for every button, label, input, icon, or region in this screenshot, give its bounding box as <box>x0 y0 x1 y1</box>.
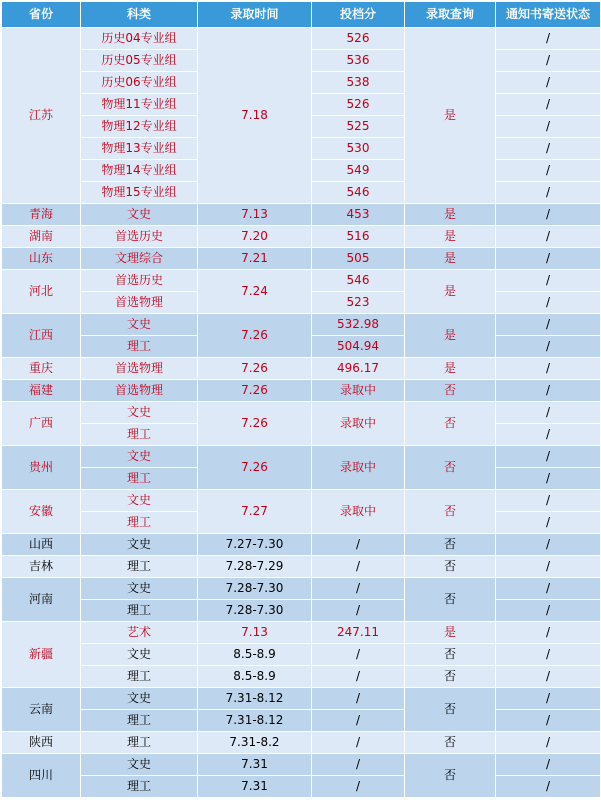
time-cell: 7.28-7.30 <box>198 578 312 600</box>
score-cell: 505 <box>312 248 405 270</box>
notice-status-cell: / <box>496 138 601 160</box>
notice-status-cell: / <box>496 94 601 116</box>
subject-cell: 文史 <box>81 534 198 556</box>
notice-status-cell: / <box>496 402 601 424</box>
notice-status-cell: / <box>496 204 601 226</box>
table-row <box>2 556 601 578</box>
table-row <box>2 666 601 688</box>
notice-status-cell: / <box>496 754 601 776</box>
query-cell: 是 <box>405 204 496 226</box>
header-notice-status: 通知书寄送状态 <box>496 2 601 28</box>
notice-status-cell: / <box>496 270 601 292</box>
notice-status-cell: / <box>496 776 601 798</box>
subject-cell: 文史 <box>81 754 198 776</box>
notice-status-cell: / <box>496 732 601 754</box>
province-cell: 贵州 <box>2 446 81 490</box>
header-admission-time: 录取时间 <box>198 2 312 28</box>
notice-status-cell: / <box>496 468 601 490</box>
table-row <box>2 204 601 226</box>
score-cell: / <box>312 644 405 666</box>
notice-status-cell: / <box>496 226 601 248</box>
province-cell: 山西 <box>2 534 81 556</box>
table-row <box>2 710 601 732</box>
subject-cell: 文史 <box>81 446 198 468</box>
province-cell: 云南 <box>2 688 81 732</box>
query-cell: 否 <box>405 556 496 578</box>
subject-cell: 物理15专业组 <box>81 182 198 204</box>
score-cell: / <box>312 534 405 556</box>
time-cell: 7.31-8.12 <box>198 710 312 732</box>
subject-cell: 理工 <box>81 776 198 798</box>
notice-status-cell: / <box>496 28 601 50</box>
notice-status-cell: / <box>496 116 601 138</box>
score-cell: 516 <box>312 226 405 248</box>
notice-status-cell: / <box>496 578 601 600</box>
subject-cell: 理工 <box>81 556 198 578</box>
table-row <box>2 688 601 710</box>
score-cell: 549 <box>312 160 405 182</box>
province-cell: 河北 <box>2 270 81 314</box>
subject-cell: 文史 <box>81 314 198 336</box>
score-cell: / <box>312 710 405 732</box>
subject-cell: 理工 <box>81 732 198 754</box>
province-cell: 安徽 <box>2 490 81 534</box>
header-query: 录取查询 <box>405 2 496 28</box>
time-cell: 7.13 <box>198 622 312 644</box>
score-cell: 496.17 <box>312 358 405 380</box>
query-cell: 否 <box>405 754 496 798</box>
subject-cell: 历史06专业组 <box>81 72 198 94</box>
time-cell: 7.26 <box>198 402 312 446</box>
query-cell: 否 <box>405 534 496 556</box>
query-cell: 否 <box>405 490 496 534</box>
table-row <box>2 380 601 402</box>
subject-cell: 物理11专业组 <box>81 94 198 116</box>
time-cell: 7.26 <box>198 380 312 402</box>
province-cell: 福建 <box>2 380 81 402</box>
time-cell: 7.26 <box>198 314 312 358</box>
table-row <box>2 446 601 468</box>
table-row <box>2 732 601 754</box>
query-cell: 否 <box>405 402 496 446</box>
score-cell: / <box>312 556 405 578</box>
notice-status-cell: / <box>496 446 601 468</box>
notice-status-cell: / <box>496 314 601 336</box>
notice-status-cell: / <box>496 600 601 622</box>
query-cell: 否 <box>405 578 496 622</box>
score-cell: 536 <box>312 50 405 72</box>
province-cell: 陕西 <box>2 732 81 754</box>
subject-cell: 历史04专业组 <box>81 28 198 50</box>
subject-cell: 文史 <box>81 644 198 666</box>
notice-status-cell: / <box>496 248 601 270</box>
subject-cell: 艺术 <box>81 622 198 644</box>
notice-status-cell: / <box>496 666 601 688</box>
score-cell: 546 <box>312 182 405 204</box>
query-cell: 否 <box>405 732 496 754</box>
score-cell: / <box>312 732 405 754</box>
subject-cell: 物理13专业组 <box>81 138 198 160</box>
query-cell: 是 <box>405 270 496 314</box>
subject-cell: 理工 <box>81 600 198 622</box>
score-cell: 526 <box>312 94 405 116</box>
subject-cell: 首选物理 <box>81 292 198 314</box>
query-cell: 是 <box>405 358 496 380</box>
score-cell: / <box>312 754 405 776</box>
score-cell: 525 <box>312 116 405 138</box>
notice-status-cell: / <box>496 490 601 512</box>
score-cell: / <box>312 666 405 688</box>
notice-status-cell: / <box>496 556 601 578</box>
time-cell: 8.5-8.9 <box>198 666 312 688</box>
notice-status-cell: / <box>496 622 601 644</box>
table-row <box>2 578 601 600</box>
notice-status-cell: / <box>496 358 601 380</box>
notice-status-cell: / <box>496 336 601 358</box>
notice-status-cell: / <box>496 512 601 534</box>
score-cell: 504.94 <box>312 336 405 358</box>
subject-cell: 文史 <box>81 578 198 600</box>
score-cell: 538 <box>312 72 405 94</box>
notice-status-cell: / <box>496 710 601 732</box>
table-row <box>2 776 601 798</box>
time-cell: 8.5-8.9 <box>198 644 312 666</box>
score-cell: 录取中 <box>312 446 405 490</box>
subject-cell: 首选物理 <box>81 380 198 402</box>
notice-status-cell: / <box>496 50 601 72</box>
table-row <box>2 28 601 50</box>
subject-cell: 理工 <box>81 710 198 732</box>
province-cell: 吉林 <box>2 556 81 578</box>
notice-status-cell: / <box>496 644 601 666</box>
time-cell: 7.24 <box>198 270 312 314</box>
time-cell: 7.28-7.29 <box>198 556 312 578</box>
query-cell: 否 <box>405 644 496 666</box>
header-province: 省份 <box>2 2 81 28</box>
notice-status-cell: / <box>496 182 601 204</box>
notice-status-cell: / <box>496 160 601 182</box>
subject-cell: 首选物理 <box>81 358 198 380</box>
score-cell: 532.98 <box>312 314 405 336</box>
province-cell: 四川 <box>2 754 81 798</box>
table-row <box>2 270 601 292</box>
score-cell: 530 <box>312 138 405 160</box>
table-row <box>2 402 601 424</box>
province-cell: 湖南 <box>2 226 81 248</box>
subject-cell: 文史 <box>81 688 198 710</box>
score-cell: 录取中 <box>312 402 405 446</box>
score-cell: 523 <box>312 292 405 314</box>
subject-cell: 历史05专业组 <box>81 50 198 72</box>
subject-cell: 理工 <box>81 336 198 358</box>
time-cell: 7.20 <box>198 226 312 248</box>
subject-cell: 理工 <box>81 512 198 534</box>
province-cell: 江西 <box>2 314 81 358</box>
score-cell: 546 <box>312 270 405 292</box>
notice-status-cell: / <box>496 424 601 446</box>
time-cell: 7.26 <box>198 446 312 490</box>
time-cell: 7.28-7.30 <box>198 600 312 622</box>
score-cell: 526 <box>312 28 405 50</box>
subject-cell: 文史 <box>81 402 198 424</box>
header-score: 投档分 <box>312 2 405 28</box>
score-cell: 453 <box>312 204 405 226</box>
table-row <box>2 248 601 270</box>
subject-cell: 理工 <box>81 666 198 688</box>
time-cell: 7.27 <box>198 490 312 534</box>
score-cell: 247.11 <box>312 622 405 644</box>
province-cell: 山东 <box>2 248 81 270</box>
table-row <box>2 644 601 666</box>
time-cell: 7.27-7.30 <box>198 534 312 556</box>
subject-cell: 首选历史 <box>81 270 198 292</box>
subject-cell: 文史 <box>81 490 198 512</box>
table-row <box>2 358 601 380</box>
notice-status-cell: / <box>496 380 601 402</box>
score-cell: / <box>312 688 405 710</box>
table-row <box>2 314 601 336</box>
query-cell: 是 <box>405 226 496 248</box>
table-body <box>2 28 601 798</box>
subject-cell: 首选历史 <box>81 226 198 248</box>
notice-status-cell: / <box>496 688 601 710</box>
time-cell: 7.13 <box>198 204 312 226</box>
province-cell: 广西 <box>2 402 81 446</box>
notice-status-cell: / <box>496 72 601 94</box>
province-cell: 江苏 <box>2 28 81 204</box>
subject-cell: 理工 <box>81 468 198 490</box>
header-row <box>2 2 601 28</box>
time-cell: 7.31 <box>198 776 312 798</box>
province-cell: 重庆 <box>2 358 81 380</box>
time-cell: 7.21 <box>198 248 312 270</box>
table-row <box>2 534 601 556</box>
time-cell: 7.26 <box>198 358 312 380</box>
subject-cell: 物理14专业组 <box>81 160 198 182</box>
subject-cell: 文史 <box>81 204 198 226</box>
query-cell: 否 <box>405 446 496 490</box>
query-cell: 是 <box>405 622 496 644</box>
province-cell: 新疆 <box>2 622 81 688</box>
time-cell: 7.31-8.12 <box>198 688 312 710</box>
subject-cell: 物理12专业组 <box>81 116 198 138</box>
score-cell: 录取中 <box>312 490 405 534</box>
score-cell: / <box>312 776 405 798</box>
notice-status-cell: / <box>496 292 601 314</box>
header-subject: 科类 <box>81 2 198 28</box>
table-row <box>2 226 601 248</box>
time-cell: 7.18 <box>198 28 312 204</box>
time-cell: 7.31-8.2 <box>198 732 312 754</box>
table-row <box>2 754 601 776</box>
score-cell: / <box>312 578 405 600</box>
province-cell: 河南 <box>2 578 81 622</box>
query-cell: 是 <box>405 28 496 204</box>
subject-cell: 理工 <box>81 424 198 446</box>
table-row <box>2 622 601 644</box>
notice-status-cell: / <box>496 534 601 556</box>
time-cell: 7.31 <box>198 754 312 776</box>
subject-cell: 文理综合 <box>81 248 198 270</box>
province-cell: 青海 <box>2 204 81 226</box>
admission-table <box>1 1 601 798</box>
query-cell: 否 <box>405 688 496 732</box>
score-cell: / <box>312 600 405 622</box>
table-row <box>2 490 601 512</box>
query-cell: 是 <box>405 248 496 270</box>
score-cell: 录取中 <box>312 380 405 402</box>
query-cell: 否 <box>405 666 496 688</box>
table-row <box>2 600 601 622</box>
query-cell: 是 <box>405 314 496 358</box>
query-cell: 否 <box>405 380 496 402</box>
